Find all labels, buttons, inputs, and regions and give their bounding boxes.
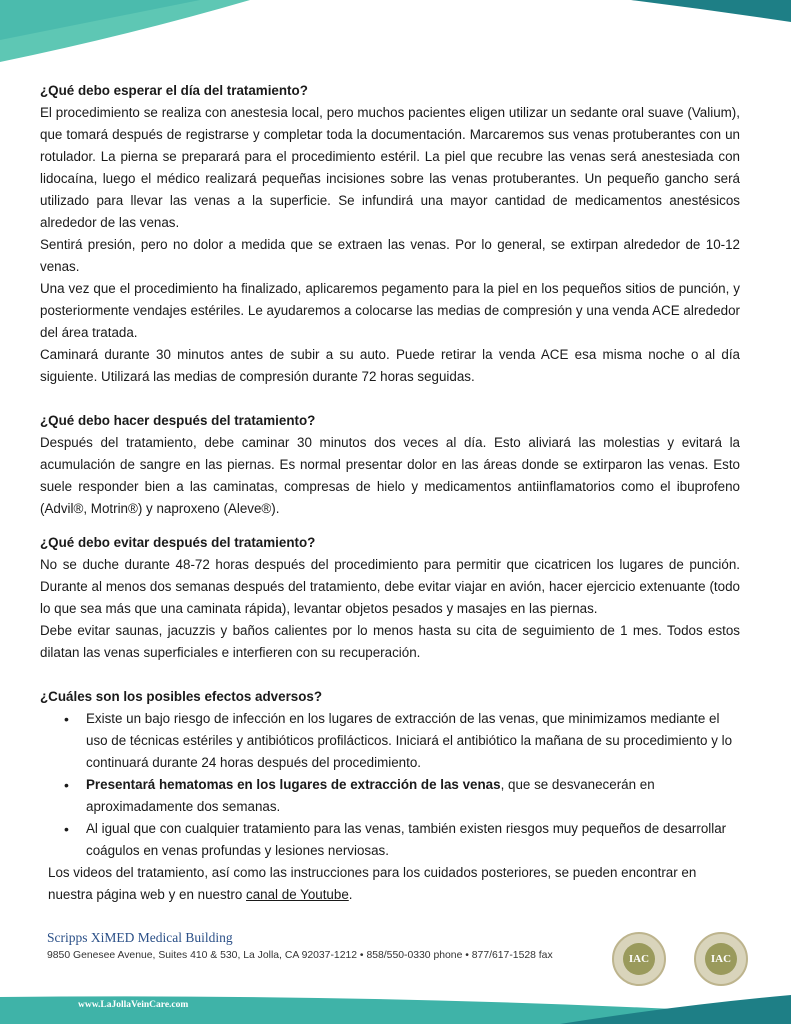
footer-address: 9850 Genesee Avenue, Suites 410 & 530, La Jolla, CA 92037-1212 • 858/550-0330 phone • 877/617-1528 fax <box>47 950 553 961</box>
side-effect-3: Al igual que con cualquier tratamiento para las venas, también existen riesgos muy pequeños de desarrollar coágulos en venas profundas y lesiones nerviosas. <box>86 821 727 858</box>
top-right-wave <box>631 0 791 30</box>
list-item <box>86 818 740 862</box>
closing-end: . <box>348 887 353 902</box>
list-item <box>86 708 740 774</box>
closing-text: Los videos del tratamiento, así como las instrucciones para los cuidados posteriores, se pueden encontrar en nuestra página web y en nuestro <box>48 865 697 902</box>
document-body <box>40 80 740 906</box>
youtube-channel-link[interactable]: canal de Youtube <box>246 887 349 902</box>
treatment-day-paragraph-1: El procedimiento se realiza con anestesia local, pero muchos pacientes eligen utilizar un sedante oral suave (Valium), que tomará después de registrarse y completar toda la documentación. Marcaremos sus venas protuberantes con un rotulador. La pierna se preparará para el procedimiento estéril. La piel que recubre las venas será anestesiada con lidocaína, luego el médico realizará pequeñas incisiones sobre las venas protuberantes. Un pequeño gancho será utilizado para llevar las venas a la superficie. Se infundirá una mayor cantidad de medicamentos anestésicos alrededor de las venas. <box>40 105 740 230</box>
treatment-day-paragraph-3: Una vez que el procedimiento ha finalizado, aplicaremos pegamento para la piel en los pequeños sitios de punción, y posteriormente vendajes estériles. Le ayudaremos a colocarse las medias de compresión y una venda ACE alrededor del área tratada. <box>40 281 740 340</box>
closing-paragraph <box>40 862 740 906</box>
avoid-paragraph-1: No se duche durante 48-72 horas después del procedimiento para permitir que cicatricen los lugares de punción. Durante al menos dos semanas después del tratamiento, debe evitar viajar en avión, hacer ejercicio extenuante (todo lo que sea más que una caminata rápida), levantar objetos pesados y masajes en las piernas. <box>40 557 740 616</box>
after-treatment-paragraph: Después del tratamiento, debe caminar 30 minutos dos veces al día. Esto aliviará las molestias y evitará la acumulación de sangre en las piernas. Es normal presentar dolor en las áreas donde se extirparon las venas. Esto suele responder bien a las caminatas, compresas de hielo y medicamentos antiinflamatorios como el ibuprofeno (Advil®, Motrin®) y naproxeno (Aleve®). <box>40 435 740 516</box>
side-effects-list <box>40 708 740 862</box>
list-item <box>86 774 740 818</box>
side-effect-2-bold: Presentará hematomas en los lugares de extracción de las venas <box>86 777 501 792</box>
accreditation-seal-vein-center <box>694 932 748 986</box>
after-treatment-heading: ¿Qué debo hacer después del tratamiento? <box>40 413 316 428</box>
treatment-day-paragraph-4: Caminará durante 30 minutos antes de subir a su auto. Puede retirar la venda ACE esa misma noche o al día siguiente. Utilizará las medias de compresión durante 72 horas seguidas. <box>40 347 740 384</box>
seal-logo-text: IAC <box>705 943 737 975</box>
seal-logo-text: IAC <box>623 943 655 975</box>
side-effect-2-rest: , que se desvanecerán en aproximadamente dos semanas. <box>86 777 655 814</box>
website-url[interactable]: www.LaJollaVeinCare.com <box>78 1000 189 1010</box>
avoid-paragraph-2: Debe evitar saunas, jacuzzis y baños calientes por lo menos hasta su cita de seguimiento de 1 mes. Todos estos dilatan las venas superficiales e interfieren con su recuperación. <box>40 623 740 660</box>
building-name: Scripps XiMED Medical Building <box>47 930 233 945</box>
treatment-day-heading: ¿Qué debo esperar el día del tratamiento? <box>40 83 308 98</box>
top-left-wave <box>0 0 260 70</box>
accreditation-seal-vascular-testing <box>612 932 666 986</box>
side-effects-heading: ¿Cuáles son los posibles efectos adversos? <box>40 689 323 704</box>
side-effect-1: Existe un bajo riesgo de infección en los lugares de extracción de las venas, que minimizamos mediante el uso de técnicas estériles y antibióticos profilácticos. Iniciará el antibiótico la mañana de su procedimiento y lo continuará durante 24 horas después del procedimiento. <box>86 711 733 770</box>
treatment-day-paragraph-2: Sentirá presión, pero no dolor a medida que se extraen las venas. Por lo general, se extirpan alrededor de 10-12 venas. <box>40 237 740 274</box>
avoid-heading: ¿Qué debo evitar después del tratamiento? <box>40 535 316 550</box>
